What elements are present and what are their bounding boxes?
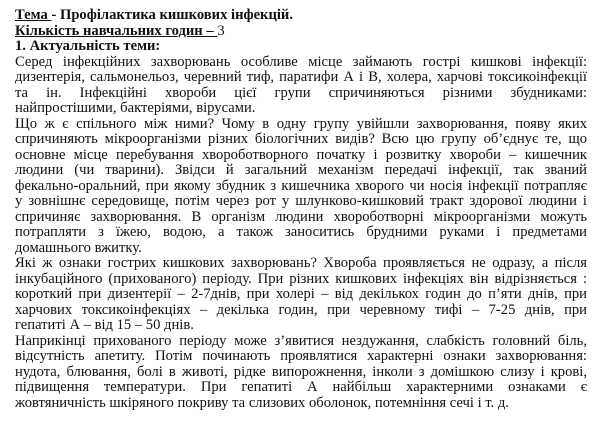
text-line: фекально-оральний, при якому збудник з кишечника хворого чи носія інфекції потрапляє [15, 177, 587, 194]
hours-label: Кількість навчальних годин – [15, 22, 218, 39]
paragraph [15, 55, 587, 117]
topic-label: Тема [15, 7, 52, 23]
text-line: дизентерія, сальмонельоз, черевний тиф, паратифи А і В, холера, харчові токсикоінфекції [15, 69, 587, 85]
paragraph [15, 117, 587, 257]
hours-value: 3 [217, 22, 225, 39]
text-line: та ін. Інфекційні хвороби цієї групи спричиняються різними збудниками: [15, 84, 587, 101]
text-line: нудота, блювання, болі в животі, рідке випорожнення, інколи з домішкою слизу і крові, [15, 363, 587, 380]
hours-line [15, 24, 587, 40]
text-line: Серед інфекційних захворювань особливе місце займають гострі кишкові інфекції: [15, 53, 587, 70]
paragraph [15, 334, 587, 412]
text-line: Що ж є спільного між ними? Чому в одну групу увійшли захворювання, появу яких [15, 115, 587, 132]
text-line: підвищення температури. При гепатиті А найбільш характерними ознаками є [15, 379, 587, 395]
text-line: відсутність апетиту. Потім починають проявлятися характерні ознаки захворювання: [15, 348, 587, 364]
text-line: основне місце перебування хвороботворного початку і розвитку хвороби – кишечник [15, 146, 587, 163]
text-line: спричиняють мікроорганізми різних біологічних видів? Всю цю групу об’єднує те, що [15, 131, 587, 147]
text-line: Які ж ознаки гострих кишкових захворювань? Хвороба проявляється не одразу, а після [15, 255, 587, 271]
text-line: харчових токсикоінфекціях – декілька годин, при черевному тифі – 7-25 днів, при [15, 301, 587, 318]
topic-line [15, 8, 587, 24]
section-heading: 1. Актуальність теми: [15, 38, 161, 54]
text-line: потрапляти з їжею, водою, а також заноситись брудними руками і предметами [15, 224, 587, 240]
text-line: найпростішими, бактеріями, вірусами. [15, 100, 256, 116]
topic-separator: - [51, 7, 60, 23]
text-line: гепатиті А – від 15 – 50 днів. [15, 317, 194, 333]
text-line: жовтяничність шкіряного покриву та слизових оболонок, потемніння сечі і т. д. [15, 394, 509, 411]
text-line: у зовнішнє середовище, потім через рот у шлунково-кишковий тракт здорової людини і [15, 193, 587, 209]
text-line: інкубаційного (прихованого) періоду. При різних кишкових інфекціях він відрізняється : [15, 270, 587, 287]
document-page [15, 8, 587, 411]
topic-title: Профілактика кишкових інфекцій. [59, 7, 293, 23]
text-line: спричиняє захворювання. В організм людини хвороботворні мікроорганізми можуть [15, 208, 587, 225]
text-line: короткий при дизентерії – 2-7днів, при холері – від декількох годин до п’яти днів, при [15, 286, 587, 302]
paragraph [15, 256, 587, 334]
text-line: домашнього вжитку. [15, 239, 142, 256]
text-line: Наприкінці прихованого періоду може з’явитися нездужання, слабкість головний біль, [15, 332, 587, 349]
text-line: людини (чи тварини). Звідси й загальний механізм передачі інфекції, так званий [15, 162, 587, 178]
